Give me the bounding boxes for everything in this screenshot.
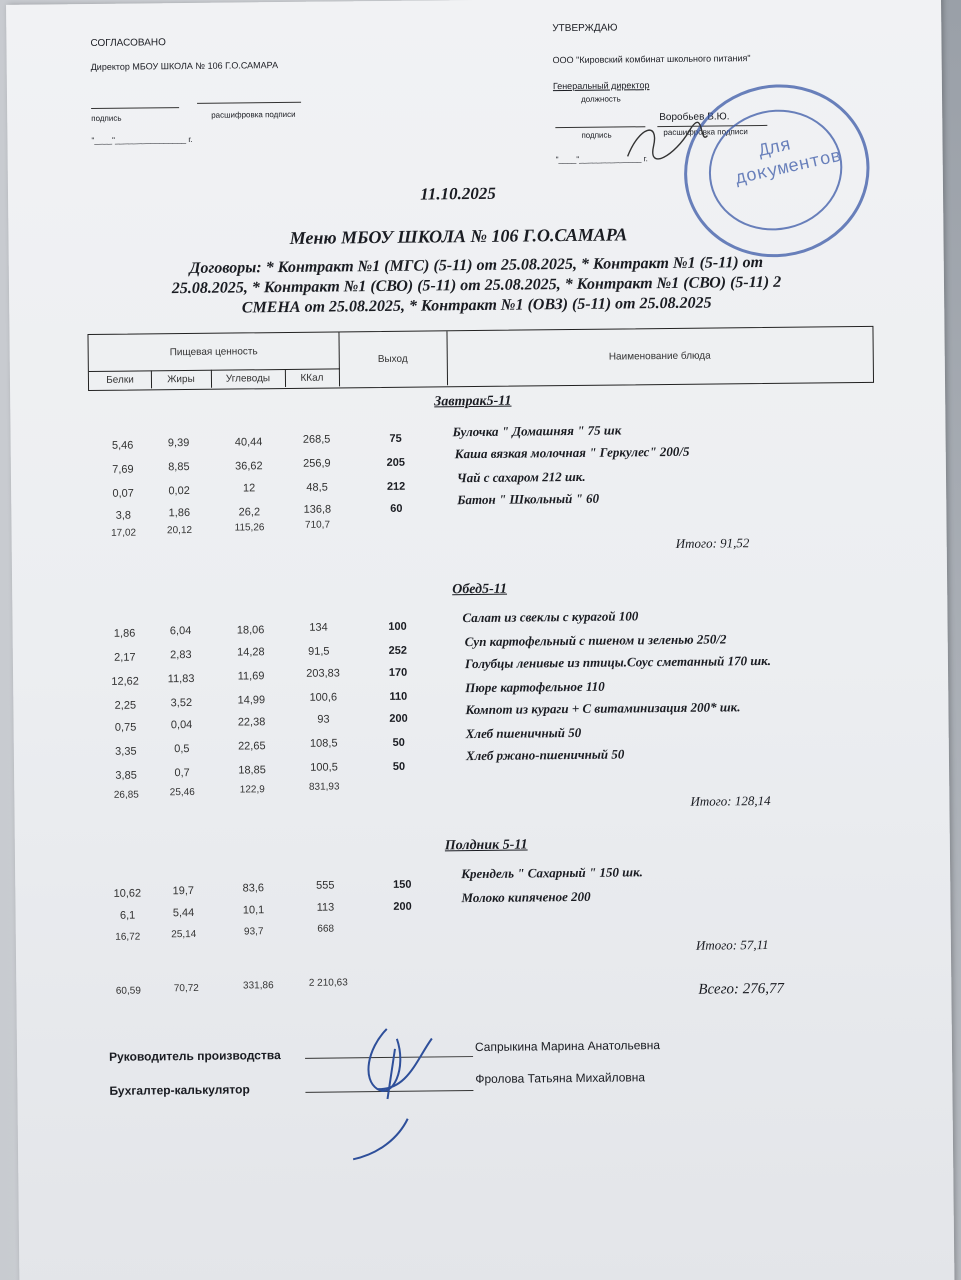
lunch-row6-fat: 0,5: [174, 743, 190, 756]
agreed-decode-caption: расшифровка подписи: [211, 109, 296, 120]
snack-row2-protein: 6,1: [119, 909, 136, 922]
lunch-row6-output: 50: [392, 736, 405, 749]
agreed-decode-line: [197, 102, 301, 104]
breakfast-row2-protein: 7,69: [112, 463, 134, 476]
snack-row1-fat: 19,7: [172, 884, 195, 898]
lunch-row5-dish: Компот из кураги + С витаминизация 200* шк.: [465, 699, 741, 718]
menu-date: 11.10.2025: [420, 183, 496, 204]
lunch-row3-dish: Голубцы ленивые из птицы.Соус сметанный 170 шк.: [464, 652, 772, 672]
lunch-row6-kcal: 108,5: [309, 737, 338, 750]
snack-total-fat: 25,14: [171, 928, 197, 941]
approve-position-caption: должность: [580, 94, 621, 104]
lunch-row5-carbs: 22,38: [237, 716, 266, 729]
lunch-total-protein: 26,85: [113, 789, 139, 801]
lunch-total-carbs: 122,9: [239, 784, 265, 796]
breakfast-row2-carbs: 36,62: [235, 460, 263, 473]
grand-total-carbs: 331,86: [242, 980, 274, 992]
header-nutrition: Пищевая ценность: [88, 332, 339, 372]
section-title-snack: Полдник 5-11: [444, 837, 528, 854]
header-dish-name: Наименование блюда: [608, 350, 711, 363]
snack-row2-kcal: 113: [316, 901, 335, 914]
agreed-label: СОГЛАСОВАНО: [90, 37, 166, 50]
breakfast-row1-fat: 9,39: [167, 437, 190, 450]
breakfast-row1-protein: 5,46: [111, 439, 134, 452]
lunch-row3-protein: 12,62: [111, 675, 139, 688]
grand-total-kcal: 2 210,63: [308, 977, 348, 989]
lunch-row2-fat: 2,83: [170, 648, 192, 662]
lunch-total-fat: 25,46: [169, 786, 195, 799]
agreed-date-blank: "____"________________ г.: [91, 134, 193, 146]
breakfast-row3-kcal: 48,5: [306, 481, 328, 494]
breakfast-total-protein: 17,02: [110, 527, 137, 539]
lunch-row4-protein: 2,25: [114, 699, 137, 712]
snack-total-protein: 16,72: [115, 931, 141, 943]
breakfast-row3-fat: 0,02: [168, 484, 190, 498]
breakfast-row4-output: 60: [390, 502, 403, 515]
lunch-row4-fat: 3,52: [170, 696, 193, 710]
accountant-name: Фролова Татьяна Михайловна: [475, 1070, 646, 1087]
header-kcal: ККал: [285, 368, 340, 387]
snack-row1-dish: Крендель " Сахарный " 150 шк.: [461, 864, 643, 882]
breakfast-row3-carbs: 12: [242, 482, 256, 495]
snack-row1-carbs: 83,6: [242, 882, 265, 895]
lunch-row5-kcal: 93: [317, 713, 330, 726]
lunch-row4-carbs: 14,99: [237, 694, 266, 707]
lunch-row3-fat: 11,83: [167, 672, 195, 686]
document-sheet: [6, 0, 954, 1280]
contracts-line-2: 25.08.2025, * Контракт №1 (СВО) (5-11) от 25.08.2025, * Контракт №1 (СВО) (5-11) 2: [171, 273, 782, 298]
breakfast-row4-fat: 1,86: [168, 506, 191, 520]
grand-total-protein: 60,59: [115, 985, 141, 997]
breakfast-row2-fat: 8,85: [168, 460, 190, 474]
lunch-row3-kcal: 203,83: [306, 667, 340, 680]
stamp-text: Для документов: [733, 135, 844, 190]
snack-total-kcal: 668: [317, 923, 335, 935]
breakfast-row2-dish: Каша вязкая молочная " Геркулес" 200/5: [454, 443, 690, 462]
snack-row2-carbs: 10,1: [242, 904, 265, 917]
lunch-row4-dish: Пюре картофельное 110: [465, 678, 605, 696]
breakfast-total-kcal: 710,7: [304, 519, 331, 531]
section-title-breakfast: Завтрак5-11: [434, 393, 512, 410]
lunch-row1-carbs: 18,06: [236, 624, 265, 637]
breakfast-total-carbs: 115,26: [234, 522, 265, 534]
lunch-itogo: Итого: 128,14: [690, 792, 771, 809]
lunch-row1-fat: 6,04: [169, 624, 192, 638]
header-carbs: Углеводы: [211, 369, 286, 388]
breakfast-row1-kcal: 268,5: [302, 433, 331, 446]
snack-row1-output: 150: [393, 878, 412, 891]
contracts-line-3: СМЕНА от 25.08.2025, * Контракт №1 (ОВЗ) (5-11) от 25.08.2025: [241, 294, 712, 317]
lunch-row3-carbs: 11,69: [237, 670, 265, 683]
section-title-lunch: Обед5-11: [452, 581, 508, 598]
lunch-row2-output: 252: [388, 644, 408, 657]
snack-row1-kcal: 555: [316, 879, 335, 892]
breakfast-row4-dish: Батон " Школьный " 60: [457, 490, 600, 508]
lunch-row2-dish: Суп картофельный с пшеном и зеленью 250/2: [464, 631, 727, 650]
lunch-row6-dish: Хлеб пшеничный 50: [465, 724, 582, 742]
lunch-row4-output: 110: [389, 690, 408, 703]
breakfast-row1-carbs: 40,44: [234, 436, 263, 449]
grand-total-fat: 70,72: [173, 982, 199, 995]
header-fat: Жиры: [151, 370, 212, 389]
snack-row2-output: 200: [393, 900, 412, 913]
head-name: Сапрыкина Марина Анатольевна: [474, 1038, 661, 1055]
approve-date-blank: "____"______________ г.: [555, 154, 648, 165]
director-signature: [619, 116, 710, 167]
snack-row2-dish: Молоко кипяченое 200: [461, 888, 591, 906]
contracts-block: [9, 251, 945, 321]
lunch-row7-output: 50: [392, 760, 406, 773]
lunch-row3-output: 170: [388, 666, 408, 679]
breakfast-row3-dish: Чай с сахаром 212 шк.: [456, 468, 586, 486]
snack-itogo: Итого: 57,11: [695, 936, 769, 953]
head-label: Руководитель производства: [108, 1048, 281, 1064]
approve-sign-caption: подпись: [581, 130, 612, 140]
approve-position: Генеральный директор: [552, 80, 650, 92]
agreed-position: Директор МБОУ ШКОЛА № 106 Г.О.САМАРА: [90, 60, 279, 73]
breakfast-row1-dish: Булочка " Домашняя " 75 шк: [452, 422, 622, 440]
lunch-row1-kcal: 134: [309, 621, 328, 634]
table-header: [87, 326, 874, 391]
lunch-row2-carbs: 14,28: [236, 646, 265, 659]
lunch-row5-output: 200: [389, 712, 408, 725]
head-signature: [347, 1018, 469, 1179]
breakfast-row3-protein: 0,07: [112, 487, 134, 500]
lunch-row7-protein: 3,85: [115, 769, 137, 782]
contracts-line-1: Договоры: * Контракт №1 (МГС) (5-11) от 25.08.2025, * Контракт №1 (5-11) от: [189, 253, 764, 277]
lunch-row1-output: 100: [388, 620, 407, 633]
lunch-row1-protein: 1,86: [113, 627, 136, 640]
lunch-row2-kcal: 91,5: [308, 645, 330, 658]
snack-row2-fat: 5,44: [172, 906, 195, 920]
lunch-row2-protein: 2,17: [114, 651, 136, 664]
breakfast-total-fat: 20,12: [166, 524, 193, 537]
breakfast-row4-carbs: 26,2: [238, 506, 261, 519]
lunch-row6-protein: 3,35: [115, 745, 137, 758]
approve-name: Воробьев В.Ю.: [659, 111, 730, 124]
vsego-total: Всего: 276,77: [698, 980, 785, 998]
header-output: Выход: [338, 331, 448, 386]
lunch-row5-fat: 0,04: [170, 718, 193, 732]
approve-decode-caption: расшифровка подписи: [663, 127, 748, 138]
approve-org: ООО "Кировский комбинат школьного питания": [552, 53, 751, 66]
lunch-row1-dish: Салат из свеклы с курагой 100: [462, 608, 639, 626]
breakfast-itogo: Итого: 91,52: [675, 535, 750, 551]
snack-total-carbs: 93,7: [243, 926, 264, 938]
breakfast-row2-output: 205: [386, 456, 406, 469]
breakfast-row4-protein: 3,8: [115, 509, 132, 522]
lunch-row7-dish: Хлеб ржано-пшеничный 50: [465, 746, 625, 764]
breakfast-row1-output: 75: [389, 432, 402, 445]
snack-row1-protein: 10,62: [113, 887, 142, 900]
breakfast-row4-kcal: 136,8: [303, 503, 332, 516]
agreed-sign-line: [91, 107, 179, 109]
header-protein: Белки: [89, 370, 152, 389]
breakfast-row2-kcal: 256,9: [303, 457, 331, 470]
lunch-row7-fat: 0,7: [174, 767, 190, 780]
lunch-row4-kcal: 100,6: [309, 691, 338, 704]
lunch-row7-kcal: 100,5: [310, 761, 338, 774]
breakfast-row3-output: 212: [386, 480, 406, 493]
agreed-sign-caption: подпись: [91, 113, 122, 124]
menu-title: Меню МБОУ ШКОЛА № 106 Г.О.САМАРА: [289, 224, 628, 248]
approve-label: УТВЕРЖДАЮ: [552, 22, 618, 35]
lunch-row6-carbs: 22,65: [237, 740, 266, 753]
lunch-row5-protein: 0,75: [114, 721, 137, 734]
lunch-row7-carbs: 18,85: [238, 764, 266, 777]
lunch-total-kcal: 831,93: [308, 781, 340, 793]
accountant-label: Бухгалтер-калькулятор: [109, 1082, 250, 1098]
